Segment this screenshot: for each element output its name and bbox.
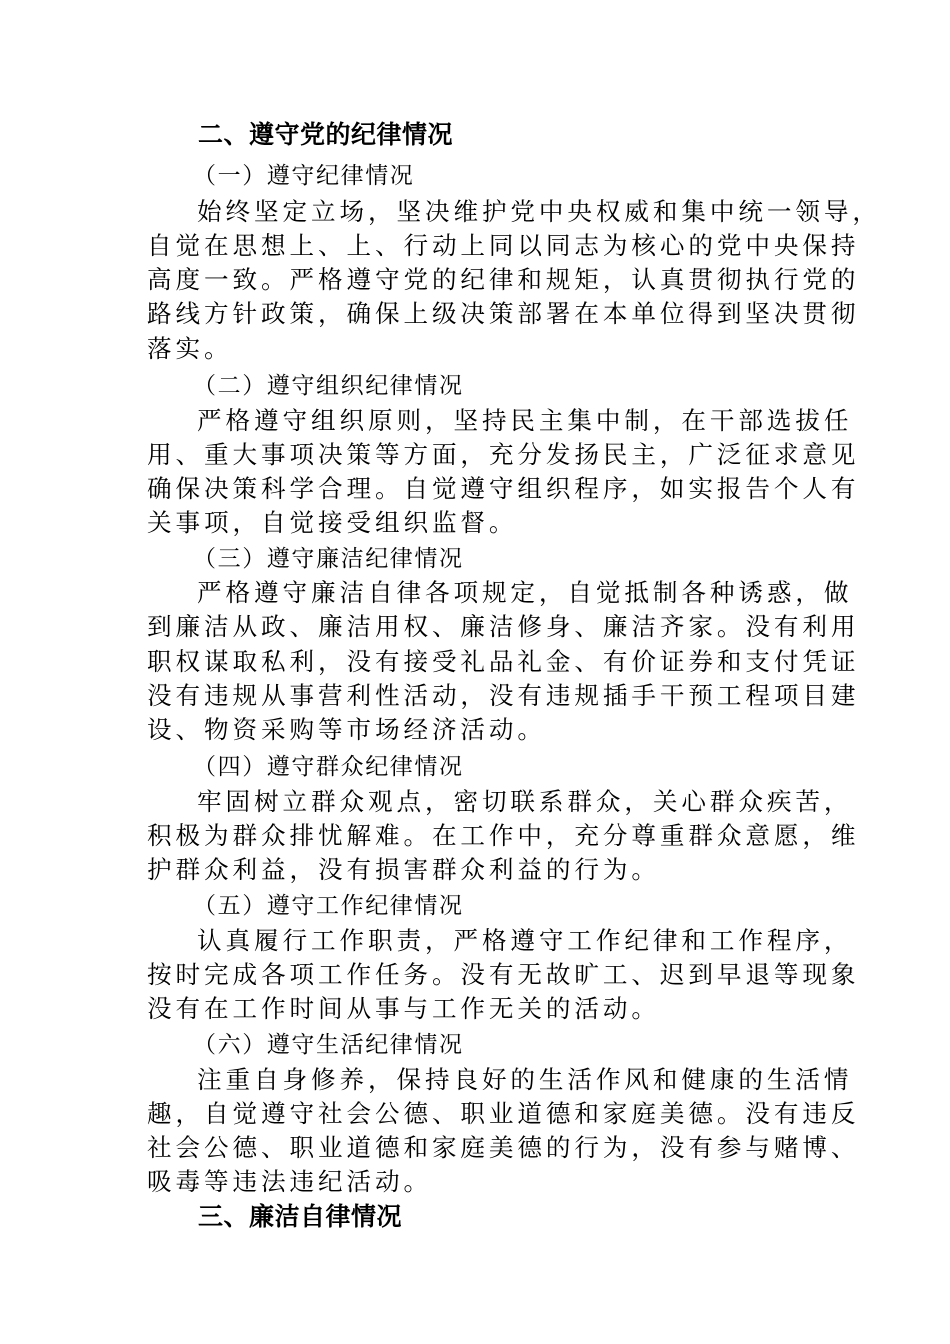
- paragraph-line: 确保决策科学合理。自觉遵守组织程序，如实报告个人有: [147, 474, 860, 503]
- paragraph-line: 没有在工作时间从事与工作无关的活动。: [147, 994, 660, 1023]
- paragraph-line: 落实。: [147, 334, 233, 363]
- paragraph-line: 护群众利益，没有损害群众利益的行为。: [147, 855, 660, 884]
- paragraph-line: 趣，自觉遵守社会公德、职业道德和家庭美德。没有违反: [147, 1099, 860, 1128]
- section-heading-2: 二、遵守党的纪律情况: [198, 120, 454, 149]
- paragraph-line: 严格遵守廉洁自律各项规定，自觉抵制各种诱惑，做: [197, 578, 853, 607]
- subsection-title-5: （五）遵守工作纪律情况: [193, 893, 464, 919]
- paragraph-line: 积极为群众排忧解难。在工作中，充分尊重群众意愿，维: [147, 821, 860, 850]
- paragraph-line: 设、物资采购等市场经济活动。: [147, 715, 546, 744]
- paragraph-line: 严格遵守组织原则，坚持民主集中制，在干部选拔任: [197, 406, 853, 435]
- paragraph-line: 吸毒等违法违纪活动。: [147, 1167, 432, 1196]
- paragraph-line: 注重自身修养，保持良好的生活作风和健康的生活情: [197, 1065, 853, 1094]
- paragraph-line: 始终坚定立场，坚决维护党中央权威和集中统一领导，: [197, 197, 881, 226]
- subsection-title-4: （四）遵守群众纪律情况: [193, 754, 464, 780]
- subsection-title-3: （三）遵守廉洁纪律情况: [193, 546, 464, 572]
- paragraph-line: 用、重大事项决策等方面，充分发扬民主，广泛征求意见: [147, 440, 860, 469]
- paragraph-line: 高度一致。严格遵守党的纪律和规矩，认真贯彻执行党的: [147, 265, 860, 294]
- subsection-title-2: （二）遵守组织纪律情况: [193, 373, 464, 399]
- paragraph-line: 社会公德、职业道德和家庭美德的行为，没有参与赌博、: [147, 1133, 860, 1162]
- subsection-title-1: （一）遵守纪律情况: [193, 163, 415, 189]
- paragraph-line: 关事项，自觉接受组织监督。: [147, 508, 518, 537]
- paragraph-line: 没有违规从事营利性活动，没有违规插手干预工程项目建: [147, 681, 860, 710]
- paragraph-line: 职权谋取私利，没有接受礼品礼金、有价证券和支付凭证: [147, 647, 860, 676]
- paragraph-line: 到廉洁从政、廉洁用权、廉洁修身、廉洁齐家。没有利用: [147, 612, 860, 641]
- paragraph-line: 认真履行工作职责，严格遵守工作纪律和工作程序，: [197, 926, 853, 955]
- paragraph-line: 牢固树立群众观点，密切联系群众，关心群众疾苦，: [197, 787, 853, 816]
- section-heading-3: 三、廉洁自律情况: [198, 1202, 403, 1231]
- paragraph-line: 路线方针政策，确保上级决策部署在本单位得到坚决贯彻: [147, 299, 860, 328]
- paragraph-line: 自觉在思想上、上、行动上同以同志为核心的党中央保持: [147, 231, 860, 260]
- paragraph-line: 按时完成各项工作任务。没有无故旷工、迟到早退等现象: [147, 960, 860, 989]
- subsection-title-6: （六）遵守生活纪律情况: [193, 1032, 464, 1058]
